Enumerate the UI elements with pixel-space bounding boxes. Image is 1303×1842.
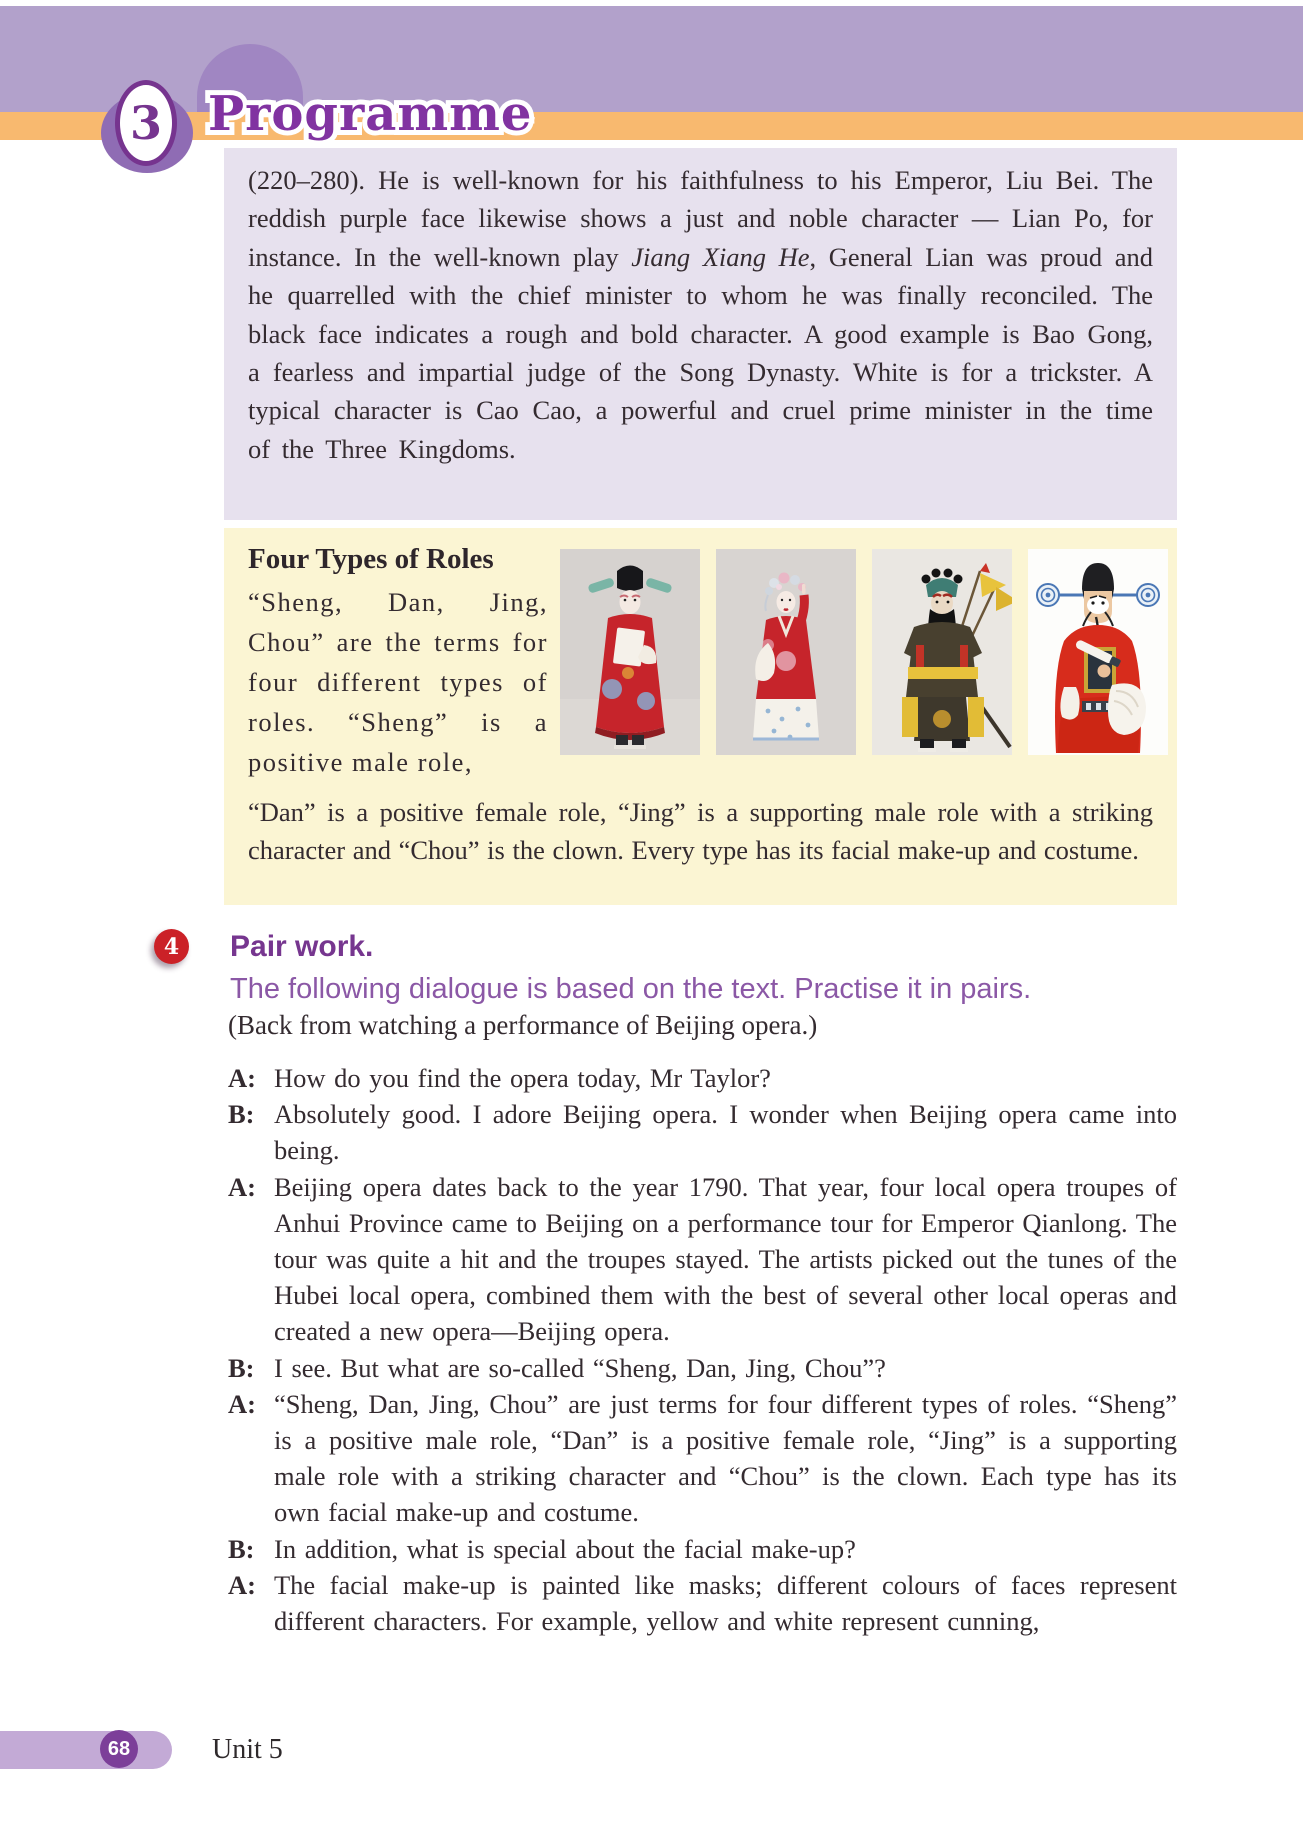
- role-image-jing: [872, 549, 1012, 755]
- dialogue-line: [228, 1350, 1177, 1386]
- paragraph-text-after: , General Lian was proud and he quarrelled with the chief minister to whom he was finally reconciled. The black face indicates a rough and bold character. A good example is Bao Gong, a fearless and impartial judge of the Song Dynasty. White is for a trickster. A typical character is Cao Cao, a powerful and cruel prime minister in the time of the Three Kingdoms.: [248, 241, 1153, 464]
- dialogue-text: Absolutely good. I adore Beijing opera. I wonder when Beijing opera came into being.: [274, 1099, 1177, 1166]
- roles-top-row: [248, 543, 1153, 782]
- role-image-dan: [716, 549, 856, 755]
- dialogue-line: [228, 1531, 1177, 1567]
- role-image-sheng: [560, 549, 700, 755]
- unit-number: 3: [129, 96, 162, 150]
- four-roles-box: [224, 528, 1177, 905]
- activity-instruction: The following dialogue is based on the text. Practise it in pairs.: [230, 973, 1032, 1005]
- roles-text-column: [248, 543, 548, 782]
- dialogue-line: [228, 1567, 1177, 1639]
- dialogue-line: [228, 1386, 1177, 1531]
- speaker-label: B:: [228, 1352, 255, 1383]
- dialogue-line: [228, 1060, 1177, 1096]
- speaker-label: A:: [228, 1388, 256, 1419]
- face-colours-paragraph-box: [224, 148, 1177, 520]
- activity-number-badge: [154, 929, 189, 964]
- dialogue-line: [228, 1169, 1177, 1350]
- roles-heading: Four Types of Roles: [248, 543, 494, 575]
- header-orange-stripe: [0, 112, 1303, 140]
- dialogue-text: “Sheng, Dan, Jing, Chou” are just terms for four different types of roles. “Sheng” is a positive male role, “Dan” is a positive female role, “Jing” is a supporting male role with a striking character and “Chou” is the clown. Each type has its own facial make-up and costume.: [274, 1388, 1177, 1528]
- role-images-strip: [560, 549, 1168, 782]
- activity-title: Pair work.: [230, 930, 374, 963]
- footer-unit-label: Unit 5: [212, 1734, 283, 1765]
- dialogue-text: Beijing opera dates back to the year 1790. That year, four local opera troupes of Anhui Province came to Beijing on a performance tour for Emperor Qianlong. The tour was quite a hit and the troupes stayed. The artists picked out the tunes of the Hubei local opera, combined them with the best of several other local operas and created a new opera—Beijing opera.: [274, 1171, 1177, 1347]
- speaker-label: B:: [228, 1533, 255, 1564]
- footer-pill: [0, 1731, 172, 1769]
- unit-number-badge: [115, 80, 177, 166]
- dialogue-text: The facial make-up is painted like masks; different colours of faces represent different characters. For example, yellow and white represent cunning,: [274, 1569, 1177, 1637]
- speaker-label: A:: [228, 1569, 256, 1600]
- role-image-chou: [1028, 549, 1168, 755]
- page-title: Programme Programme: [208, 86, 532, 142]
- stage-direction: (Back from watching a performance of Beijing opera.): [228, 1010, 818, 1040]
- speaker-label: A:: [228, 1063, 256, 1093]
- page-number: 68: [107, 1737, 131, 1760]
- dialogue-line: [228, 1096, 1177, 1168]
- activity-number: 4: [163, 933, 180, 960]
- face-colours-paragraph: [248, 161, 1153, 468]
- dialogue-text: In addition, what is special about the facial make-up?: [274, 1533, 856, 1564]
- roles-continuation-text: “Dan” is a positive female role, “Jing” is a supporting male role with a striking character and “Chou” is the clown. Every type has its facial make-up and costume.: [248, 797, 1153, 865]
- speaker-label: A:: [228, 1171, 256, 1202]
- page-number-badge: [100, 1730, 138, 1768]
- dialogue-text: I see. But what are so-called “Sheng, Dan, Jing, Chou”?: [274, 1352, 886, 1383]
- play-title-italic: Jiang Xiang He: [631, 241, 810, 272]
- dialogue-text: How do you find the opera today, Mr Taylor?: [274, 1063, 771, 1093]
- speaker-label: B:: [228, 1099, 255, 1130]
- header-band: [0, 6, 1303, 112]
- paragraph-text-before: (220–280). He is well-known for his faithfulness to his Emperor, Liu Bei. The reddish purple face likewise shows a just and noble character — Lian Po, for instance. In the well-known play: [248, 165, 1153, 272]
- roles-intro-text: “Sheng, Dan, Jing, Chou” are the terms for four different types of roles. “Sheng” is a positive male role,: [248, 587, 548, 777]
- dialogue-list: [228, 1060, 1177, 1639]
